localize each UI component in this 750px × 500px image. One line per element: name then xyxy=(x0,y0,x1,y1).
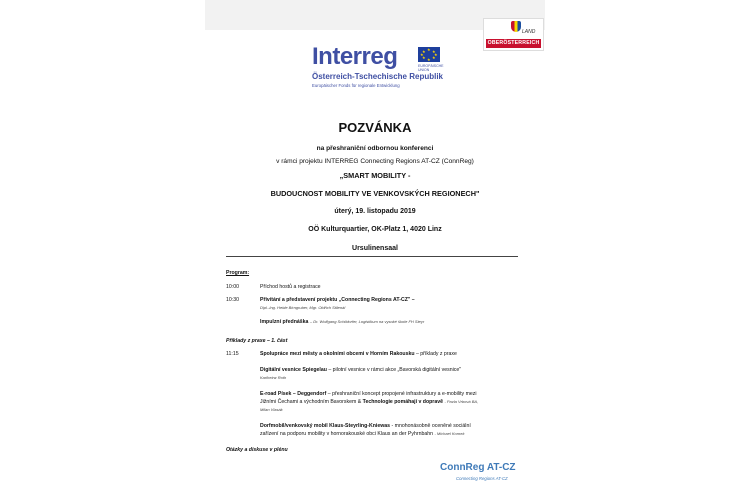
row7 xyxy=(260,423,471,429)
interreg-program: Österreich-Tschechische Republik xyxy=(312,72,444,81)
conference-room: Ursulinensaal xyxy=(352,245,398,252)
row3 xyxy=(260,319,424,325)
section-heading: Příklady z praxe – 1. část xyxy=(226,338,288,344)
conference-venue: OÖ Kulturquartier, OK-Platz 1, 4020 Linz xyxy=(308,226,442,233)
row6-speaker: - Pavla Vrbová BA, xyxy=(444,399,479,404)
row7-line2-text: zařízení na podporu mobility v hornorakouské obci Klaus an der Pyhrnbahn xyxy=(260,431,434,437)
invitation-line2: v rámci projektu INTERREG Connecting Regions AT-CZ (ConnReg) xyxy=(276,158,474,165)
conference-title-2: BUDOUCNOST MOBILITY VE VENKOVSKÝCH REGIONECH" xyxy=(270,189,480,198)
questions: Otázky a diskuse v plénu xyxy=(226,447,288,453)
divider xyxy=(226,256,518,257)
row5 xyxy=(260,367,461,373)
row4-time: 11:15 xyxy=(226,351,239,357)
land-label: LAND xyxy=(522,29,536,35)
row5-text: – pilotní vesnice v rámci akce „Bavorská digitální vesnice" xyxy=(328,367,462,373)
row3-speaker: – Dr. Wolfgang Schildorfer, Logistikum na vysoké škole FH Steyr xyxy=(309,319,425,324)
invitation-line1: na přeshraniční odbornou konferenci xyxy=(316,145,434,152)
row1-time: 10:00 xyxy=(226,284,239,290)
row4 xyxy=(260,351,457,357)
connreg-tagline: Connecting Regions AT-CZ xyxy=(456,476,508,481)
row6-line2 xyxy=(260,399,478,405)
row7-title: Dorfmobil/venkovský mobil Klaus-Steyrling-Kniewas xyxy=(260,423,391,429)
row6-text: – přeshraniční koncept propojené infrastruktury a e-mobility mezi xyxy=(327,391,477,397)
row7-line2 xyxy=(260,431,465,437)
interreg-fund: Europäischer Fonds für regionale Entwicklung xyxy=(312,83,400,88)
row2-speakers: Dipl.-Ing. Heide Birngruber, Mgr. Oldřich Stilenál xyxy=(260,305,346,310)
eu-label: EUROPÄISCHE UNION xyxy=(418,64,444,72)
row6-speaker2: Milan Vlasák xyxy=(260,407,283,412)
row7-speaker: - Michael Kornek xyxy=(434,431,465,436)
row7-text: - mnohonásobně oceněné sociální xyxy=(391,423,471,429)
row2-text: Přivítání a představení projektu „Connecting Regions AT-CZ" – xyxy=(260,297,415,303)
connreg-logo: ConnReg AT-CZ xyxy=(440,462,516,473)
interreg-brand: Interreg xyxy=(312,43,398,70)
invitation-title: POZVÁNKA xyxy=(338,120,412,135)
conference-date: úterý, 19. listopadu 2019 xyxy=(334,208,416,215)
row5-speaker: Karlheinz Roth xyxy=(260,375,287,380)
row6 xyxy=(260,391,477,397)
row2-time: 10:30 xyxy=(226,297,239,303)
row6-bold2: Technologie pomáhají v dopravě xyxy=(362,399,443,405)
land-oberoesterreich-logo xyxy=(483,18,544,51)
coat-of-arms-icon xyxy=(511,21,521,32)
row4-tail: – příklady z praxe xyxy=(415,351,457,357)
row5-title: Digitální vesnice Spiegelau xyxy=(260,367,327,373)
row4-title: Spolupráce mezi městy a okolními obcemi v Horním Rakousku xyxy=(260,351,415,357)
row3-title: Impulzní přednáška xyxy=(260,319,309,325)
interreg-logo xyxy=(312,43,462,113)
row6-title: E-road Písek – Deggendorf xyxy=(260,391,327,397)
conference-title-1: „SMART MOBILITY - xyxy=(339,171,411,180)
oberoesterreich-label: OBERÖSTERREICH xyxy=(487,40,540,46)
row1-text: Příchod hostů a registrace xyxy=(260,284,321,290)
eu-flag-icon: ★ ★ ★ ★ ★ ★ ★ ★ xyxy=(418,47,440,62)
program-heading: Program: xyxy=(226,270,250,276)
row6-line2-text: Jižními Čechami a východním Bavorskem & xyxy=(260,399,362,405)
